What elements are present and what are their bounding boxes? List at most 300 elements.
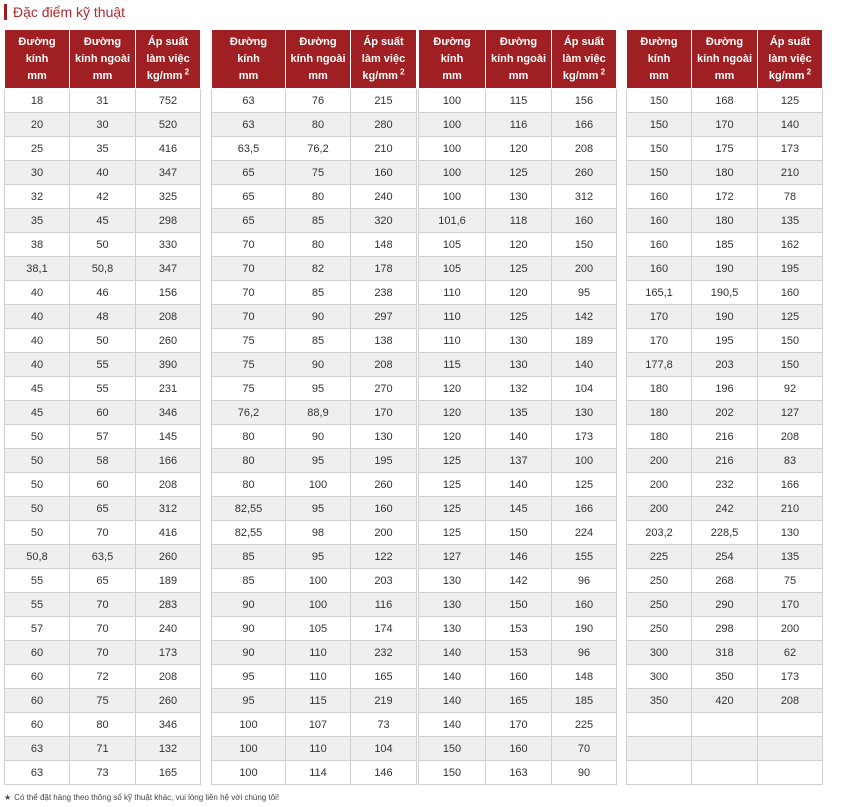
outer-diameter-cell: 100 [286,569,351,593]
pressure-cell: 416 [136,521,201,545]
outer-diameter-cell: 190 [692,305,758,329]
outer-diameter-cell: 70 [70,641,136,665]
inner-diameter-cell: 140 [419,713,486,737]
table-row [5,401,201,425]
table-row [627,641,823,665]
outer-diameter-cell: 60 [70,401,136,425]
table-row [419,113,617,137]
table-row [5,497,201,521]
outer-diameter-cell: 190,5 [692,281,758,305]
inner-diameter-cell: 160 [627,257,692,281]
inner-diameter-cell: 75 [212,329,286,353]
table-row [212,137,417,161]
header-line: Đường [229,35,268,48]
outer-diameter-cell: 65 [70,569,136,593]
table-row [419,401,617,425]
inner-diameter-cell: 250 [627,593,692,617]
outer-diameter-cell: 114 [286,761,351,785]
column-header-inner [5,30,70,89]
pressure-cell: 210 [758,161,823,185]
table-row [627,257,823,281]
pressure-cell: 90 [552,761,617,785]
table-row [5,305,201,329]
pressure-cell: 116 [351,593,417,617]
pressure-cell: 166 [758,473,823,497]
table-row [5,713,201,737]
inner-diameter-cell: 40 [5,305,70,329]
table-row [627,113,823,137]
inner-diameter-cell: 63 [5,761,70,785]
pressure-cell: 208 [136,473,201,497]
inner-diameter-cell: 55 [5,593,70,617]
pressure-cell: 238 [351,281,417,305]
inner-diameter-cell: 63 [212,113,286,137]
table-row [627,521,823,545]
pressure-cell: 140 [552,353,617,377]
outer-diameter-cell: 75 [286,161,351,185]
pressure-cell: 155 [552,545,617,569]
inner-diameter-cell: 100 [419,89,486,113]
inner-diameter-cell: 203,2 [627,521,692,545]
header-line: mm [308,69,328,82]
spec-table-2 [211,29,417,785]
outer-diameter-cell: 120 [486,137,552,161]
table-row [5,689,201,713]
pressure-cell: 165 [136,761,201,785]
table-row [419,737,617,761]
inner-diameter-cell: 35 [5,209,70,233]
header-line: kính [647,52,671,65]
inner-diameter-cell: 130 [419,569,486,593]
header-line: mm [238,69,259,82]
pressure-cell: 173 [758,665,823,689]
outer-diameter-cell [692,713,758,737]
outer-diameter-cell: 46 [70,281,136,305]
table-row [5,89,201,113]
outer-diameter-cell: 48 [70,305,136,329]
pressure-cell: 347 [136,257,201,281]
table-row [419,329,617,353]
inner-diameter-cell: 150 [627,113,692,137]
header-line: Đường [499,35,538,48]
outer-diameter-cell: 88,9 [286,401,351,425]
inner-diameter-cell: 101,6 [419,209,486,233]
spec-table-4 [626,29,823,785]
table-row [627,689,823,713]
pressure-cell: 283 [136,593,201,617]
pressure-cell: 130 [351,425,417,449]
pressure-cell: 125 [758,89,823,113]
table-row [5,425,201,449]
outer-diameter-cell: 73 [70,761,136,785]
pressure-cell: 166 [552,497,617,521]
table-row [212,473,417,497]
pressure-cell: 78 [758,185,823,209]
outer-diameter-cell: 298 [692,617,758,641]
pressure-cell: 219 [351,689,417,713]
pressure-cell: 160 [758,281,823,305]
pressure-cell [758,761,823,785]
outer-diameter-cell: 65 [70,497,136,521]
outer-diameter-cell: 110 [286,665,351,689]
outer-diameter-cell: 45 [70,209,136,233]
pressure-cell: 150 [758,329,823,353]
inner-diameter-cell: 82,55 [212,497,286,521]
pressure-cell: 173 [136,641,201,665]
header-line: mm [714,69,735,82]
outer-diameter-cell: 85 [286,281,351,305]
inner-diameter-cell: 95 [212,689,286,713]
header-line: kính ngoài [697,52,752,65]
header-line: mm [27,69,47,82]
outer-diameter-cell: 203 [692,353,758,377]
pressure-cell: 203 [351,569,417,593]
pressure-cell: 135 [758,545,823,569]
column-header-inner [627,30,692,89]
pressure-cell: 104 [351,737,417,761]
inner-diameter-cell [627,761,692,785]
outer-diameter-cell: 95 [286,497,351,521]
table-row [212,641,417,665]
header-line: Đường [640,35,678,48]
pressure-cell: 146 [351,761,417,785]
inner-diameter-cell: 75 [212,353,286,377]
table-row [419,137,617,161]
outer-diameter-cell: 55 [70,377,136,401]
header-line: làm việc [361,52,406,65]
pressure-cell: 320 [351,209,417,233]
pressure-cell: 189 [136,569,201,593]
pressure-cell: 83 [758,449,823,473]
table-row [212,329,417,353]
table-row [5,233,201,257]
table-row [212,377,417,401]
inner-diameter-cell: 50 [5,497,70,521]
pressure-cell: 160 [351,161,417,185]
table-row [627,617,823,641]
table-row [212,737,417,761]
inner-diameter-cell: 40 [5,353,70,377]
inner-diameter-cell: 120 [419,425,486,449]
inner-diameter-cell: 180 [627,401,692,425]
pressure-cell: 160 [552,593,617,617]
inner-diameter-cell: 105 [419,257,486,281]
inner-diameter-cell: 150 [419,737,486,761]
inner-diameter-cell: 140 [419,641,486,665]
inner-diameter-cell: 125 [419,521,486,545]
outer-diameter-cell: 116 [486,113,552,137]
outer-diameter-cell: 130 [486,185,552,209]
inner-diameter-cell: 160 [627,209,692,233]
table-row [419,257,617,281]
pressure-cell [758,737,823,761]
outer-diameter-cell: 228,5 [692,521,758,545]
inner-diameter-cell: 50 [5,521,70,545]
table-row [5,161,201,185]
outer-diameter-cell: 90 [286,425,351,449]
table-row [419,569,617,593]
pressure-cell: 162 [758,233,823,257]
table-row [212,185,417,209]
pressure-cell: 231 [136,377,201,401]
header-superscript: 2 [804,66,812,76]
inner-diameter-cell: 140 [419,665,486,689]
inner-diameter-cell: 165,1 [627,281,692,305]
table-row [627,401,823,425]
pressure-cell: 145 [136,425,201,449]
outer-diameter-cell: 254 [692,545,758,569]
outer-diameter-cell: 95 [286,545,351,569]
pressure-cell: 92 [758,377,823,401]
inner-diameter-cell: 90 [212,641,286,665]
inner-diameter-cell: 80 [212,473,286,497]
outer-diameter-cell: 90 [286,305,351,329]
outer-diameter-cell: 146 [486,545,552,569]
inner-diameter-cell: 150 [627,161,692,185]
inner-diameter-cell: 90 [212,617,286,641]
pressure-cell: 148 [351,233,417,257]
section-title [4,2,125,22]
inner-diameter-cell: 100 [419,185,486,209]
table-row [627,737,823,761]
outer-diameter-cell: 202 [692,401,758,425]
table-row [627,713,823,737]
header-line: Áp suất [563,35,605,48]
outer-diameter-cell: 130 [486,329,552,353]
pressure-cell: 260 [136,329,201,353]
pressure-cell: 195 [351,449,417,473]
table-row [627,185,823,209]
outer-diameter-cell: 50 [70,233,136,257]
outer-diameter-cell: 70 [70,521,136,545]
inner-diameter-cell: 82,55 [212,521,286,545]
outer-diameter-cell: 30 [70,113,136,137]
table-row [627,593,823,617]
pressure-cell: 208 [758,425,823,449]
header-line: Áp suất [363,35,404,48]
outer-diameter-cell: 120 [486,281,552,305]
column-header-outer [70,30,136,89]
outer-diameter-cell: 137 [486,449,552,473]
pressure-cell: 208 [758,689,823,713]
table-row [212,689,417,713]
header-superscript: 2 [397,66,405,76]
outer-diameter-cell: 175 [692,137,758,161]
inner-diameter-cell: 300 [627,665,692,689]
table-row [627,497,823,521]
inner-diameter-cell: 65 [212,161,286,185]
outer-diameter-cell: 350 [692,665,758,689]
inner-diameter-cell: 95 [212,665,286,689]
pressure-cell: 208 [136,305,201,329]
inner-diameter-cell: 45 [5,401,70,425]
pressure-cell: 190 [552,617,617,641]
outer-diameter-cell: 268 [692,569,758,593]
pressure-cell: 210 [758,497,823,521]
table-row [212,113,417,137]
outer-diameter-cell: 120 [486,233,552,257]
inner-diameter-cell: 55 [5,569,70,593]
table-row [212,161,417,185]
outer-diameter-cell: 76 [286,89,351,113]
inner-diameter-cell: 80 [212,425,286,449]
outer-diameter-cell: 130 [486,353,552,377]
table-row [212,521,417,545]
inner-diameter-cell: 40 [5,329,70,353]
table-row [212,497,417,521]
outer-diameter-cell: 35 [70,137,136,161]
table-row [5,761,201,785]
inner-diameter-cell: 110 [419,305,486,329]
outer-diameter-cell: 168 [692,89,758,113]
pressure-cell: 312 [136,497,201,521]
table-row [627,161,823,185]
inner-diameter-cell: 125 [419,497,486,521]
pressure-cell: 166 [136,449,201,473]
table-row [419,641,617,665]
pressure-cell: 173 [758,137,823,161]
table-row [419,353,617,377]
outer-diameter-cell: 163 [486,761,552,785]
header-line: Đường [433,35,471,48]
inner-diameter-cell: 32 [5,185,70,209]
outer-diameter-cell: 100 [286,593,351,617]
inner-diameter-cell: 20 [5,113,70,137]
outer-diameter-cell: 80 [286,233,351,257]
pressure-cell: 260 [136,689,201,713]
pressure-cell: 225 [552,713,617,737]
outer-diameter-cell: 318 [692,641,758,665]
outer-diameter-cell: 85 [286,329,351,353]
spec-table-3 [418,29,617,785]
header-line: Áp suất [769,35,811,48]
inner-diameter-cell: 63,5 [212,137,286,161]
outer-diameter-cell: 118 [486,209,552,233]
table-row [419,425,617,449]
pressure-cell: 260 [552,161,617,185]
inner-diameter-cell: 63 [5,737,70,761]
outer-diameter-cell: 242 [692,497,758,521]
outer-diameter-cell: 216 [692,449,758,473]
table-row [419,281,617,305]
inner-diameter-cell: 120 [419,401,486,425]
inner-diameter-cell: 177,8 [627,353,692,377]
inner-diameter-cell [627,713,692,737]
inner-diameter-cell: 200 [627,473,692,497]
outer-diameter-cell: 125 [486,305,552,329]
outer-diameter-cell: 160 [486,665,552,689]
table-row [5,209,201,233]
header-line: kính [237,52,260,65]
table-row [627,233,823,257]
inner-diameter-cell: 60 [5,641,70,665]
column-header-pressure [136,30,201,89]
column-header-outer [486,30,552,89]
pressure-cell: 346 [136,713,201,737]
outer-diameter-cell: 60 [70,473,136,497]
table-row [5,449,201,473]
table-row [5,593,201,617]
pressure-cell: 125 [552,473,617,497]
table-row [419,473,617,497]
header-line: kính [25,52,49,65]
header-line: kính ngoài [290,52,346,65]
pressure-cell: 160 [351,497,417,521]
table-row [419,89,617,113]
table-header-row [627,30,823,89]
table-row [419,233,617,257]
inner-diameter-cell: 150 [419,761,486,785]
table-header-row [212,30,417,89]
pressure-cell: 104 [552,377,617,401]
outer-diameter-cell: 150 [486,521,552,545]
outer-diameter-cell: 110 [286,641,351,665]
pressure-cell: 122 [351,545,417,569]
table-row [419,209,617,233]
outer-diameter-cell: 42 [70,185,136,209]
pressure-cell: 347 [136,161,201,185]
inner-diameter-cell: 125 [419,449,486,473]
outer-diameter-cell: 50,8 [70,257,136,281]
inner-diameter-cell: 100 [419,161,486,185]
inner-diameter-cell: 160 [627,233,692,257]
pressure-cell: 270 [351,377,417,401]
pressure-cell: 125 [758,305,823,329]
outer-diameter-cell: 80 [286,185,351,209]
inner-diameter-cell: 60 [5,713,70,737]
table-row [212,593,417,617]
pressure-cell: 240 [136,617,201,641]
pressure-cell: 150 [552,233,617,257]
outer-diameter-cell: 57 [70,425,136,449]
table-header-row [419,30,617,89]
outer-diameter-cell: 185 [692,233,758,257]
table-row [419,689,617,713]
pressure-cell: 135 [758,209,823,233]
pressure-cell: 312 [552,185,617,209]
column-header-pressure [351,30,417,89]
table-row [419,761,617,785]
table-row [5,569,201,593]
outer-diameter-cell: 110 [286,737,351,761]
table-row [419,185,617,209]
inner-diameter-cell: 110 [419,281,486,305]
table-row [627,137,823,161]
outer-diameter-cell: 216 [692,425,758,449]
pressure-cell: 280 [351,113,417,137]
table-row [419,665,617,689]
table-row [419,377,617,401]
outer-diameter-cell: 140 [486,425,552,449]
header-line: Đường [705,35,744,48]
inner-diameter-cell: 130 [419,617,486,641]
outer-diameter-cell [692,737,758,761]
outer-diameter-cell: 420 [692,689,758,713]
outer-diameter-cell: 115 [486,89,552,113]
pressure-cell: 330 [136,233,201,257]
table-row [419,713,617,737]
table-row [627,569,823,593]
inner-diameter-cell: 200 [627,449,692,473]
header-line: kính ngoài [75,52,130,65]
table-row [212,401,417,425]
outer-diameter-cell: 75 [70,689,136,713]
header-line: mm [442,69,462,82]
inner-diameter-cell: 25 [5,137,70,161]
pressure-cell: 200 [758,617,823,641]
pressure-cell: 95 [552,281,617,305]
inner-diameter-cell: 18 [5,89,70,113]
